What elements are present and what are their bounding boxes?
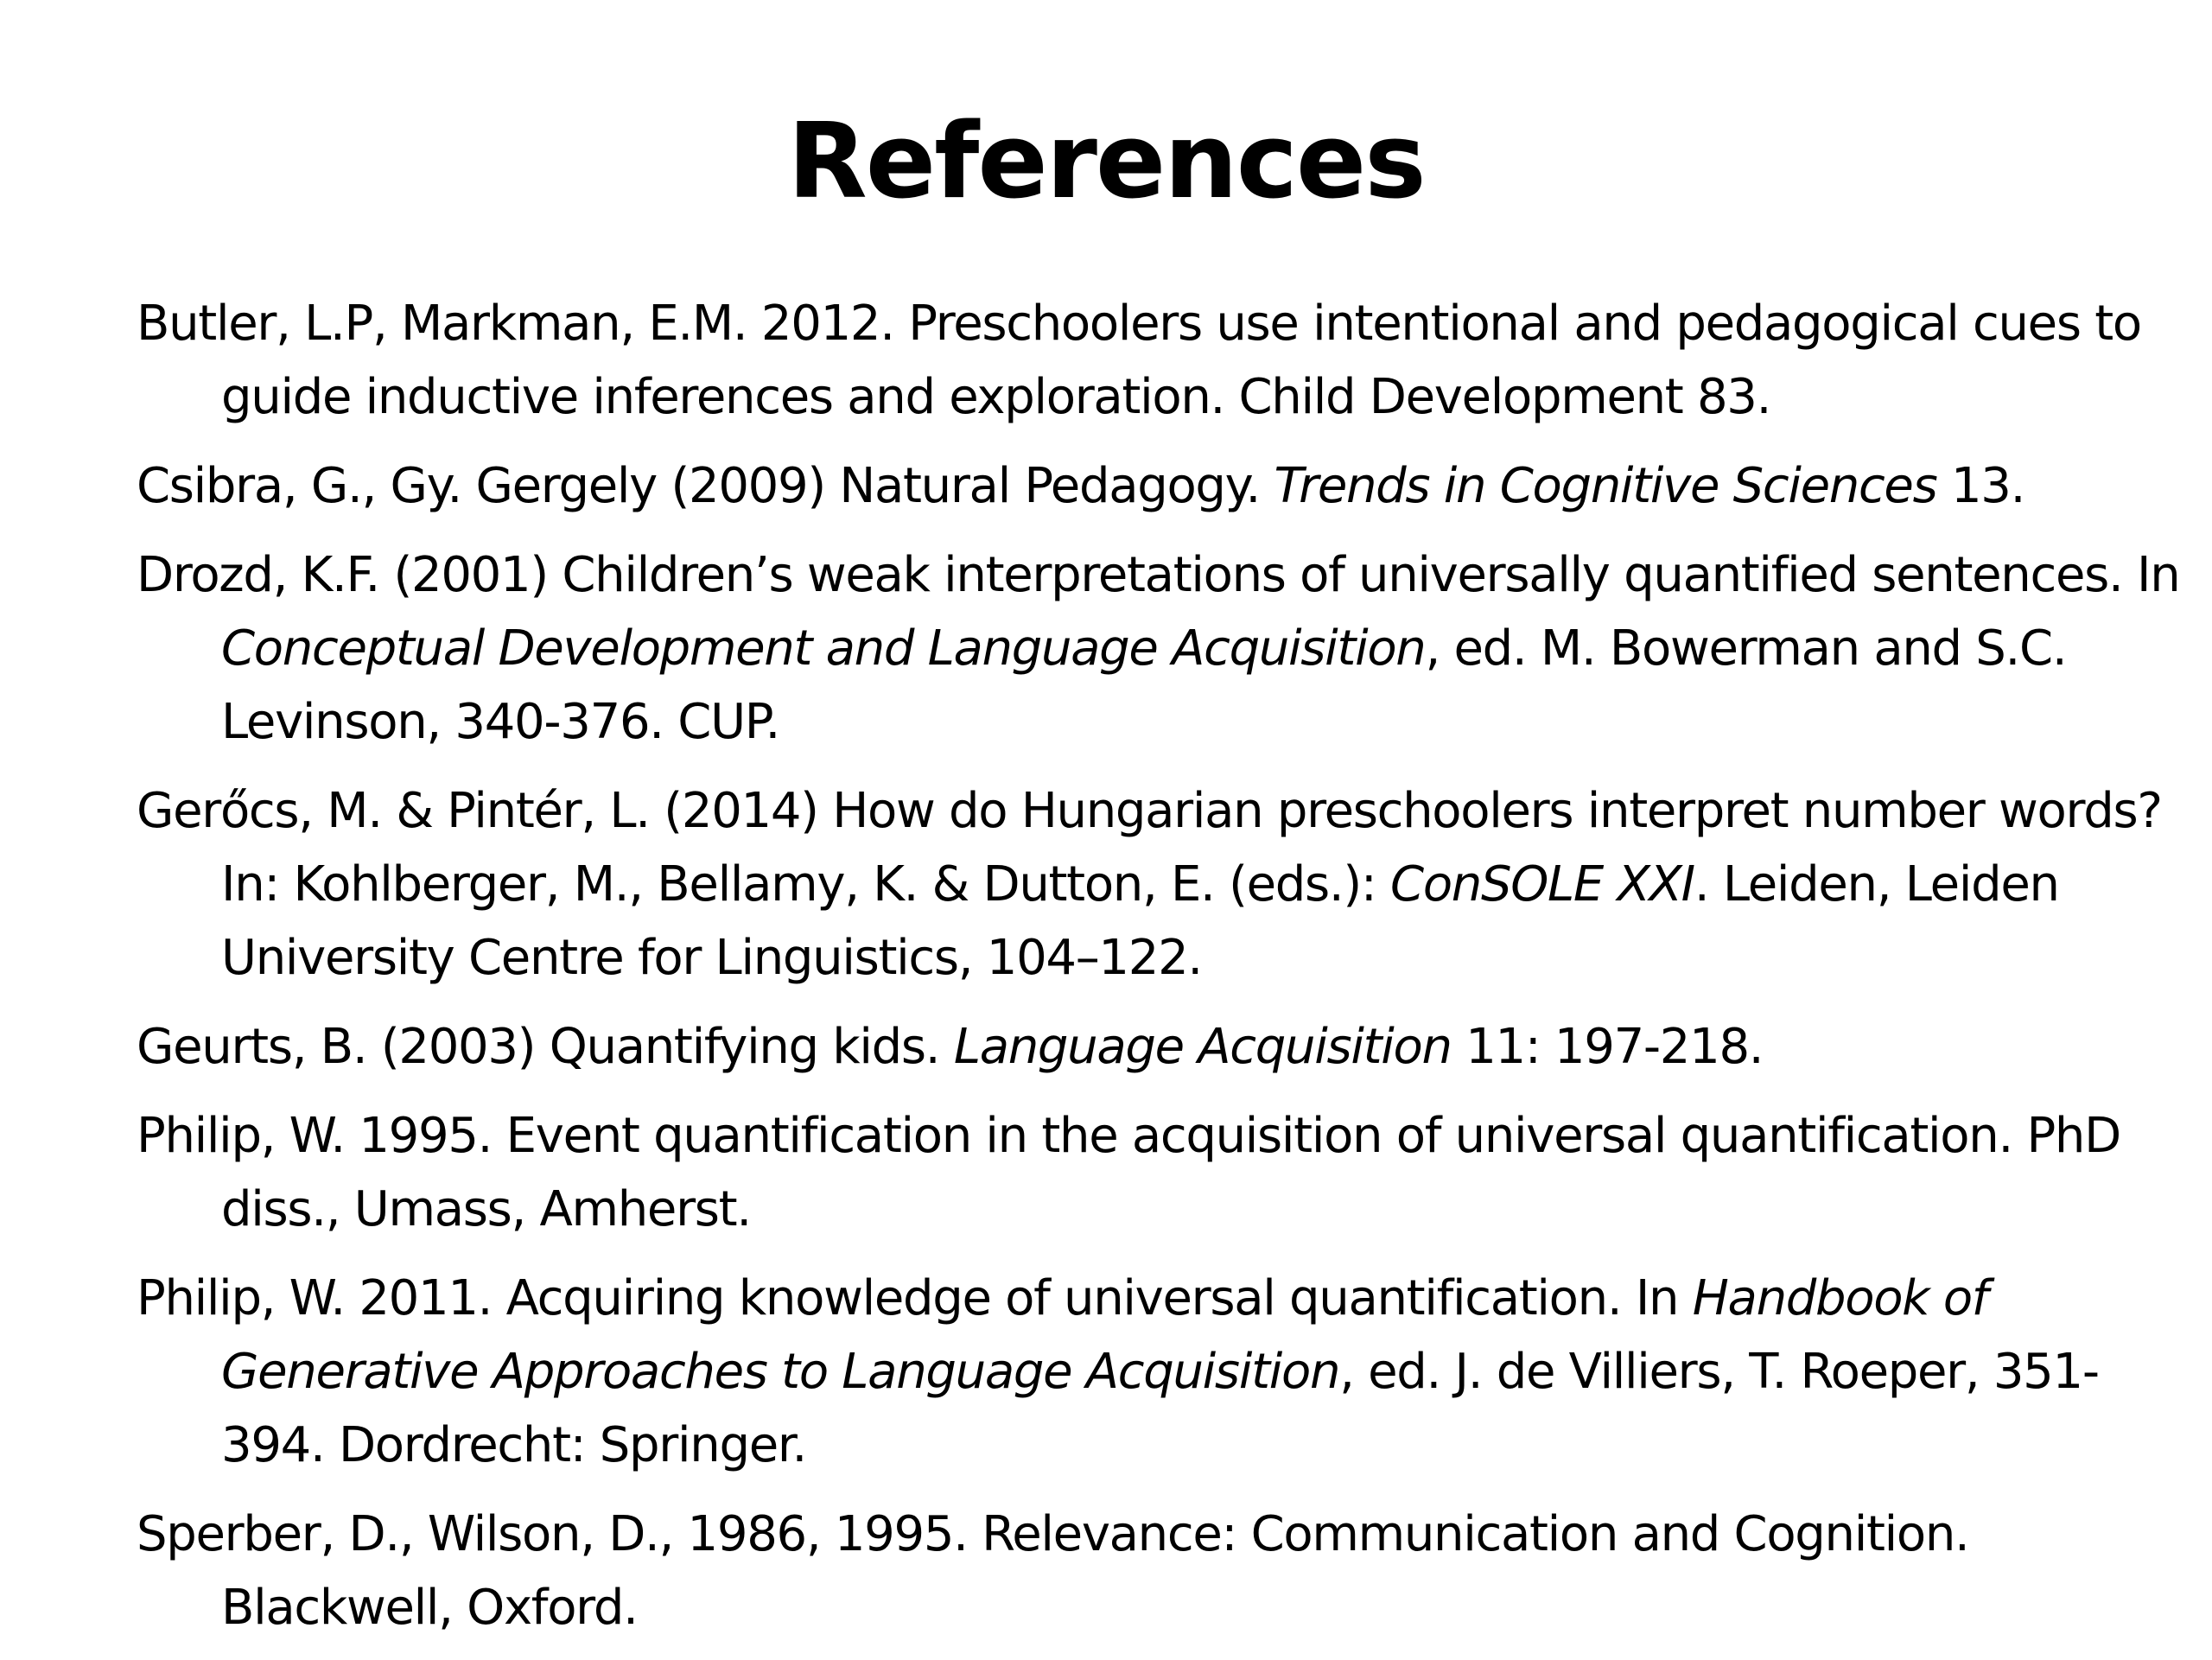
reference-geurts-2003 — [137, 1010, 2184, 1084]
reference-text: 13. — [1936, 458, 2025, 514]
reference-text: Philip, W. 1995. Event quantification in the acquisition of universal quantification. PhD diss., Umass, Amherst. — [137, 1108, 2120, 1237]
reference-text: Sperber, D., Wilson, D., 1986, 1995. Relevance: Communication and Cognition. Blackwell, Oxford. — [137, 1506, 1969, 1636]
reference-text: 11: 197-218. — [1451, 1019, 1764, 1075]
reference-drozd-2001 — [137, 538, 2184, 759]
reference-text: . Leiden, Leiden University Centre for Linguistics, 104–122. — [221, 856, 2059, 986]
reference-text: , ed. J. de Villiers, T. Roeper, 351-394. Dordrecht: Springer. — [221, 1344, 2099, 1473]
slide-title: References — [787, 102, 1425, 222]
reference-butler-2012 — [137, 287, 2184, 434]
reference-text: Philip, W. 2011. Acquiring knowledge of universal quantification. In — [137, 1270, 1693, 1326]
reference-source-title: Handbook of Generative Approaches to Language Acquisition — [221, 1270, 1988, 1400]
reference-source-title: Language Acquisition — [953, 1019, 1452, 1075]
reference-text: , ed. M. Bowerman and S.C. Levinson, 340-376. CUP. — [221, 620, 2067, 750]
reference-source-title: Trends in Cognitive Sciences — [1274, 458, 1937, 514]
reference-philip-2011 — [137, 1262, 2184, 1482]
reference-csibra-2009 — [137, 449, 2184, 523]
reference-gerocs-2014 — [137, 774, 2184, 995]
reference-source-title: ConSOLE XXI — [1390, 856, 1694, 913]
reference-list — [137, 287, 2184, 1660]
reference-sperber-1986 — [137, 1498, 2184, 1644]
reference-text: Drozd, K.F. (2001) Children’s weak interpretations of universally quantified sentences. In — [137, 547, 2180, 603]
reference-source-title: Conceptual Development and Language Acquisition — [221, 620, 1426, 677]
reference-text: Butler, L.P, Markman, E.M. 2012. Preschoolers use intentional and pedagogical cues to guide inductive inferences and exploration. Child Development 83. — [137, 296, 2141, 425]
reference-text: Gerőcs, M. & Pintér, L. (2014) How do Hungarian preschoolers interpret number words? In: Kohlberger, M., Bellamy, K. & Dutton, E. (eds.): — [137, 783, 2162, 913]
reference-text: Csibra, G., Gy. Gergely (2009) Natural Pedagogy. — [137, 458, 1274, 514]
reference-text: Geurts, B. (2003) Quantifying kids. — [137, 1019, 954, 1075]
reference-philip-1995 — [137, 1099, 2184, 1246]
